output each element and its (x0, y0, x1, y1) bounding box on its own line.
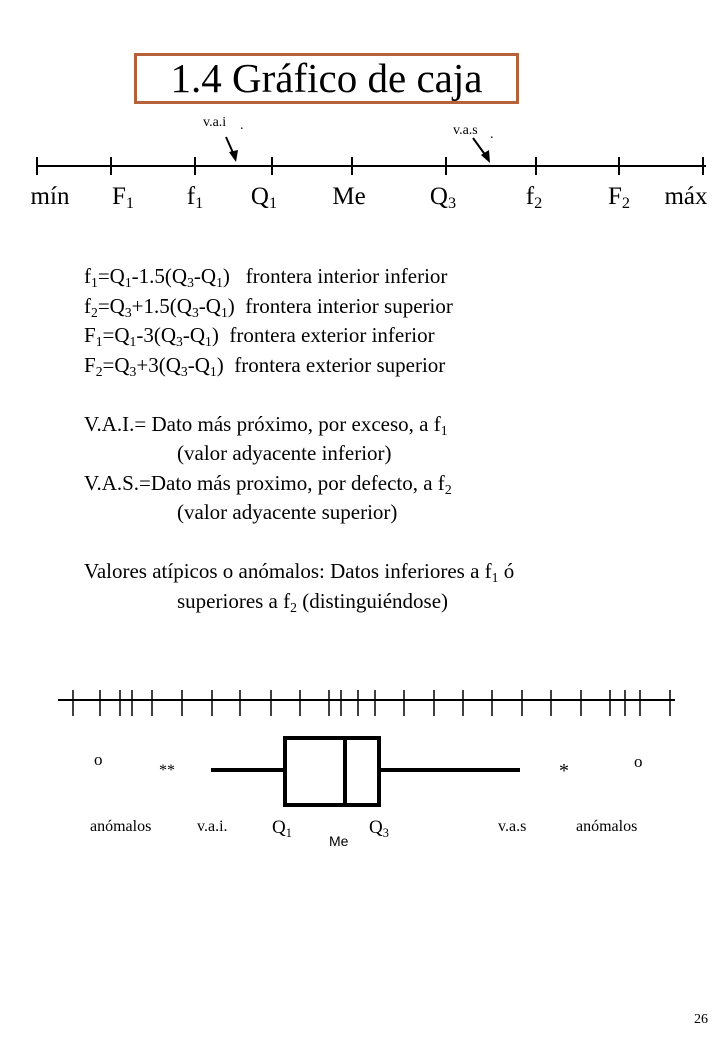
label-anomalos-right: anómalos (576, 818, 638, 835)
vai-stars-marker: ** (159, 762, 175, 779)
def-f2: $f_2=Q_3+1.5(Q_3-Q_1)$ frontera interior superior (84, 293, 453, 320)
axis-label-F1: $F_1$ (111, 183, 135, 212)
def-vai: V.A.I.= Dato más próximo, por exceso, a $f_1$ (84, 411, 448, 438)
axis-label-min: mín (30, 183, 70, 210)
vai-label: v.a.i (203, 115, 227, 130)
label-anomalos-left: anómalos (90, 818, 152, 835)
page-number: 26 (694, 1012, 708, 1027)
def-outliers-2: superiores a $f_2$ (distinguiéndose) (177, 588, 449, 615)
axis-label-f2: $f_2$ (525, 183, 543, 212)
axis-label-Q3: $Q_3$ (429, 183, 457, 212)
label-vas: v.a.s (498, 818, 527, 835)
label-q3: $Q_3$ (369, 817, 389, 840)
def-vas: V.A.S.=Dato más proximo, por defecto, a $f_2$ (84, 470, 452, 497)
outlier-left-marker: o (94, 750, 103, 769)
def-vas-note: (valor adyacente superior) (177, 500, 398, 524)
def-f1: $f_1=Q_1-1.5(Q_3-Q_1)$ frontera interior inferior (84, 264, 448, 290)
page-title: 1.4 Gráfico de caja (170, 55, 483, 101)
def-vai-note: (valor adyacente inferior) (177, 441, 392, 465)
def-outliers: Valores atípicos o anómalos: Datos inferiores a $f_1$ ó (84, 559, 515, 585)
axis-label-f1: $f_1$ (186, 183, 204, 212)
definitions-block (84, 262, 514, 616)
vas-dot: . (490, 127, 494, 142)
def-F2: $F_2=Q_3+3(Q_3-Q_1)$ frontera exterior superior (84, 352, 446, 379)
box (285, 738, 379, 805)
label-me: Me (329, 833, 349, 849)
label-q1: $Q_1$ (272, 817, 292, 840)
vas-star-marker: * (559, 760, 569, 782)
vai-dot: . (240, 118, 244, 133)
axis-label-max: máx (664, 183, 708, 210)
def-F1: $F_1=Q_1-3(Q_3-Q_1)$ frontera exterior inferior (84, 323, 435, 349)
axis-label-Q1: $Q_1$ (250, 183, 278, 212)
label-vai: v.a.i. (197, 818, 228, 835)
outlier-right-marker: o (634, 752, 643, 771)
vas-label: v.a.s (453, 123, 478, 138)
vai-arrowhead (229, 150, 238, 162)
axis-label-Me: Me (332, 183, 366, 210)
axis-label-F2: $F_2$ (607, 183, 631, 212)
bottom-ruler-ticks (73, 690, 670, 716)
